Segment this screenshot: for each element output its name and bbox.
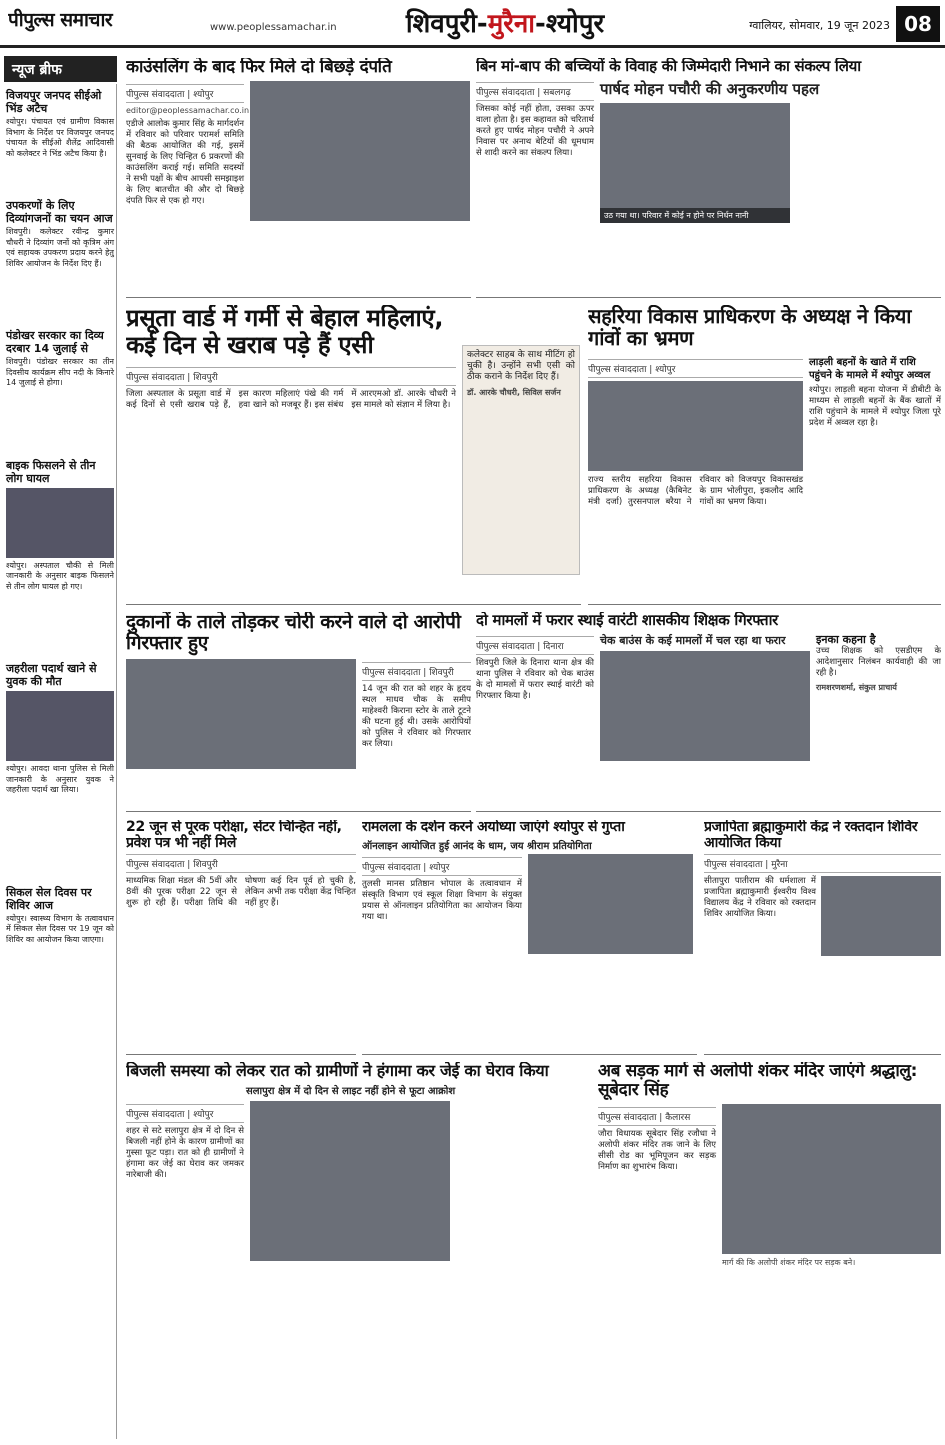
photo-caption: उठ गया था। परिवार में कोई न होने पर निर्धन नानी [600, 208, 790, 223]
news-brief-label: न्यूज ब्रीफ [4, 56, 117, 82]
story-body: तुलसी मानस प्रतिष्ठान भोपाल के तत्वावधान में संस्कृति विभाग एवं स्कूल शिक्षा विभाग के संयुक्त प्रयास से ऑनलाइन प्रतियोगिता का आयोजन किया गया था। [362, 878, 522, 922]
edition-mid: मुरैना [487, 9, 536, 39]
brief-head: बाइक फिसलने से तीन लोग घायल [6, 458, 96, 485]
side-text: श्योपुर। लाड़ली बहना योजना में डीबीटी के माध्यम से लाड़ली बहनों के बैंक खातों में राशि पहुंचाने के मामले में श्योपुर जिला पूरे प्रदेश में अव्वल रहा है। [809, 384, 941, 428]
brief-head: उपकरणों के लिए दिव्यांगजनों का चयन आज [6, 199, 113, 225]
brief-head: सिकल सेल दिवस पर शिविर आज [6, 885, 92, 912]
story-photo [722, 1104, 941, 1254]
byline-place: सबलगढ़ [543, 87, 571, 98]
headline: प्रजापिता ब्रह्माकुमारी केंद्र ने रक्तदान शिविर आयोजित किया [704, 820, 918, 851]
byline: पीपुल्स संवाददाता | कैलारस [598, 1107, 716, 1126]
byline-author: पीपुल्स संवाददाता [476, 641, 535, 652]
email: editor@peoplessamachar.co.in [126, 106, 250, 116]
story-electricity-protest [126, 1062, 591, 1437]
edition-right: -श्योपुर [535, 9, 605, 39]
story-body: जिला अस्पताल के प्रसूता वार्ड में कई दिनों से एसी खराब पड़े हैं, इस कारण महिलाएं पंखे की गर्म हवा खाने को मजबूर हैं। इस संबंध में आरएमओ डॉ. आरके चौधरी ने इस मामले को संज्ञान में लिया है। [126, 388, 456, 410]
story-photo [250, 81, 470, 221]
story-photo [588, 381, 803, 471]
story-photo [600, 103, 790, 223]
story-supplementary-exam [126, 820, 356, 1055]
brief-head: जहरीला पदार्थ खाने से युवक की मौत [6, 662, 97, 688]
headline: अब सड़क मार्ग से अलोपी शंकर मंदिर जाएंगे श्रद्धालु: सूबेदार सिंह [598, 1062, 918, 1101]
dateline: ग्वालियर, सोमवार, 19 जून 2023 [749, 19, 890, 32]
brief-head: विजयपुर जनपद सीईओ भिंड अटैच [6, 89, 102, 115]
byline: पीपुल्स संवाददाता | श्योपुर [588, 359, 803, 378]
subhead: चेक बाउंस के कई मामलों में चल रहा था फरार [600, 633, 786, 647]
story-body: सीतापुरा पातीराम की धर्मशाला में प्रजापिता ब्रह्माकुमारी ईश्वरीय विश्व विद्यालय केंद्र ने रविवार को रक्तदान शिविर आयोजित किया। [704, 876, 816, 920]
byline-author: पीपुल्स संवाददाता [362, 862, 421, 873]
byline: पीपुल्स संवाददाता | मुरैना [704, 854, 941, 873]
quote-box [462, 345, 580, 575]
brief-text: श्योपुर। अस्पताल चौकी से मिली जानकारी के अनुसार बाइक फिसलने से तीन लोग घायल हो गए। [6, 560, 114, 591]
brief-text: श्योपुर। स्वास्थ्य विभाग के तत्वावधान में सिकल सेल दिवस पर 19 जून को शिविर का आयोजन किया जाएगा। [6, 913, 114, 944]
brief-text: श्योपुर। पंचायत एवं ग्रामीण विकास विभाग के निर्देश पर विजयपुर जनपद पंचायत के सीईओ शैलेंद्र आदिवासी को कलेक्टर ने भिंड अटैच किया है। [6, 117, 114, 158]
byline-place: श्योपुर [193, 90, 214, 101]
story-body: शिवपुरी जिले के दिनारा थाना क्षेत्र की थाना पुलिस ने रविवार को चेक बाउंस के दो मामलों में फरार स्थाई वारंटी को गिरफ्तार किया है। [476, 657, 594, 701]
brief-photo [6, 691, 114, 761]
news-brief-column [4, 84, 117, 1439]
byline-author: पीपुल्स संवाददाता [126, 1109, 185, 1120]
byline-place: शिवपुरी [193, 372, 218, 383]
quote-text: कलेक्टर साहब के साथ मीटिंग हो चुकी है। उन्होंने सभी एसी को ठीक कराने के निर्देश दिए हैं। [467, 350, 575, 382]
byline-author: पीपुल्स संवाददाता [704, 860, 763, 871]
headline: सहरिया विकास प्राधिकरण के अध्यक्ष ने किया गांवों का भ्रमण [588, 305, 912, 351]
byline-place: शिवपुरी [429, 667, 454, 678]
story-photo [126, 659, 356, 769]
story-body: जिसका कोई नहीं होता, उसका ऊपर वाला होता है। इस कहावत को चरितार्थ करते हुए पार्षद मोहन पचौरी ने अपने निवास पर अनाथ बेटियों की धूमधाम से शादी करने का संकल्प लिया। [476, 103, 594, 158]
headline: बिन मां-बाप की बच्चियों के विवाह की जिम्मेदारी निभाने का संकल्प लिया [476, 58, 861, 75]
photo-caption: मार्ग की कि अलोपी शंकर मंदिर पर सड़क बने। [722, 1258, 856, 1268]
story-body: एडीजे आलोक कुमार सिंह के मार्गदर्शन में रविवार को परिवार परामर्श समिति की बैठक आयोजित की गई, इसमें सुनवाई के लिए चिन्हित 6 प्रकरणों की काउंसलिंग कराई गई। समिति सदस्यों ने सभी पक्षों के बीच आपसी समझाइश के लिए बातचीत की और दो बिछड़े दंपति फिर से एक हो गए। [126, 119, 244, 207]
byline-place: मुरैना [771, 860, 788, 871]
byline: पीपुल्स संवाददाता | शिवपुरी [126, 854, 356, 873]
subhead: पार्षद मोहन पचौरी की अनुकरणीय पहल [600, 79, 820, 98]
byline: पीपुल्स संवाददाता | दिनारा [476, 636, 594, 655]
byline-place: शिवपुरी [193, 860, 218, 871]
story-counselling [126, 58, 471, 298]
byline-place: श्योपुर [193, 1109, 214, 1120]
headline: 22 जून से पूरक परीक्षा, सेंटर चिन्हित नहीं, प्रवेश पत्र भी नहीं मिले [126, 820, 342, 851]
quote-attribution: डॉ. आरके चौधरी, सिविल सर्जन [467, 388, 561, 397]
byline: पीपुल्स संवाददाता | श्योपुर [126, 84, 244, 103]
headline: रामलला के दर्शन करने अयोध्या जाएंगे श्योपुर से गुप्ता [362, 820, 625, 835]
side-headline: इनका कहना है [816, 632, 876, 646]
byline-place: श्योपुर [655, 364, 676, 375]
brief-photo [6, 488, 114, 558]
story-teacher-arrest [476, 612, 941, 812]
story-photo [528, 854, 693, 954]
brief-text: श्योपुर। आवदा थाना पुलिस से मिली जानकारी के अनुसार युवक ने जहरीला पदार्थ खा लिया। [6, 764, 114, 794]
headline: बिजली समस्या को लेकर रात को ग्रामीणों ने हंगामा कर जेई का घेराव किया [126, 1062, 549, 1080]
story-theft-arrest [126, 612, 471, 812]
byline-author: पीपुल्स संवाददाता [598, 1113, 657, 1124]
subhead: सलापुरा क्षेत्र में दो दिन से लाइट नहीं होने से फूटा आक्रोश [246, 1085, 456, 1097]
byline-place: कैलारस [665, 1113, 691, 1124]
byline-author: पीपुल्स संवाददाता [126, 90, 185, 101]
story-photo [600, 651, 810, 761]
page-number: 08 [896, 6, 940, 42]
story-maternity-ward [126, 305, 581, 605]
story-body: 14 जून की रात को शहर के हृदय स्थल माधव चौक के समीप माहेश्वरी किराना स्टोर के ताले टूटने की घटना हुई थी। उसके आरोपियों को पुलिस ने रविवार को गिरफ्तार कर लिया। [362, 683, 471, 749]
story-body: शहर से सटे सलापुरा क्षेत्र में दो दिन से बिजली नहीं होने के कारण ग्रामीणों का गुस्सा फूट पड़ा। रात को ही ग्रामीणों ने हंगामा कर जेई का घेराव कर जमकर नारेबाजी की। [126, 1125, 244, 1180]
brief-text: शिवपुरी। पंडोखर सरकार का तीन दिवसीय कार्यक्रम सीप नदी के किनारे 14 जुलाई से होगा। [6, 357, 114, 387]
story-body: माध्यमिक शिक्षा मंडल की 5वीं और 8वीं की पूरक परीक्षा 22 जून से शुरू हो रही हैं। परीक्षा तिथि की घोषणा कई दिन पूर्व हो चुकी है, लेकिन अभी तक परीक्षा केंद्र चिन्हित नहीं हुए हैं। [126, 876, 356, 909]
byline-author: पीपुल्स संवाददाता [126, 372, 185, 383]
story-marriage-pledge [476, 58, 941, 298]
brief-head: पंडोखर सरकार का दिव्य दरबार 14 जुलाई से [6, 329, 104, 355]
story-blood-donation [704, 820, 941, 1055]
subhead: ऑनलाइन आयोजित हुई आनंद के धाम, जय श्रीराम प्रतियोगिता [362, 840, 592, 852]
headline: दो मामलों में फरार स्थाई वारंटी शासकीय शिक्षक गिरफ्तार [476, 612, 778, 629]
story-photo [250, 1101, 450, 1261]
story-sahariya [588, 305, 941, 605]
brief-text: शिवपुरी। कलेक्टर रवीन्द्र कुमार चौधरी ने दिव्यांग जनों को कृत्रिम अंग एवं सहायक उपकरण प्रदाय करने हेतु शिविर आयोजन के निर्देश दिए हैं। [6, 227, 114, 268]
side-text: उच्च शिक्षक को एसडीएम के आदेशानुसार निलंबन कार्यवाही की जा रही है। [816, 645, 941, 678]
story-ayodhya [362, 820, 697, 1055]
edition-left: शिवपुरी- [405, 9, 488, 39]
brand-name: पीपुल्स समाचार [8, 9, 113, 31]
byline-author: पीपुल्स संवाददाता [126, 860, 185, 871]
byline: पीपुल्स संवाददाता | श्योपुर [126, 1104, 244, 1123]
byline-place: श्योपुर [429, 862, 450, 873]
story-body: जौरा विधायक सूबेदार सिंह रजौधा ने अलोपी शंकर मंदिर तक जाने के लिए सीसी रोड का भूमिपूजन कर सड़क निर्माण का शुभारंभ किया। [598, 1129, 716, 1173]
side-headline: लाड़ली बहनों के खाते में राशि पहुंचने के मामले में श्योपुर अव्वल [809, 356, 931, 381]
edition-title [360, 4, 650, 40]
story-body: राज्य स्तरीय सहरिया विकास प्राधिकरण के अध्यक्ष (कैबिनेट मंत्री दर्जा) तुरसनपाल बरैया ने रविवार को विजयपुर विकासखंड के ग्राम भोलीपुरा, इकलौद आदि गांवों का भ्रमण किया। [588, 474, 803, 507]
byline-author: पीपुल्स संवाददाता [362, 667, 421, 678]
brand-logo [8, 6, 208, 40]
byline: पीपुल्स संवाददाता | शिवपुरी [126, 367, 456, 386]
story-alopi-shankar-road [598, 1062, 941, 1437]
byline: पीपुल्स संवाददाता | सबलगढ़ [476, 82, 594, 101]
headline: दुकानों के ताले तोड़कर चोरी करने वाले दो आरोपी गिरफ्तार हुए [126, 612, 461, 655]
masthead [0, 0, 945, 48]
headline: काउंसलिंग के बाद फिर मिले दो बिछड़े दंपति [126, 58, 392, 77]
story-photo [821, 876, 941, 956]
byline-place: दिनारा [543, 641, 564, 652]
byline-author: पीपुल्स संवाददाता [588, 364, 647, 375]
side-attribution: रामशरणशर्मा, संकुल प्राचार्य [816, 682, 897, 692]
headline: प्रसूता वार्ड में गर्मी से बेहाल महिलाएं, कई दिन से खराब पड़े हैं एसी [126, 305, 444, 359]
byline-author: पीपुल्स संवाददाता [476, 87, 535, 98]
byline: पीपुल्स संवाददाता | शिवपुरी [362, 662, 471, 681]
byline: पीपुल्स संवाददाता | श्योपुर [362, 857, 522, 876]
brand-url[interactable]: www.peoplessamachar.in [210, 22, 337, 33]
